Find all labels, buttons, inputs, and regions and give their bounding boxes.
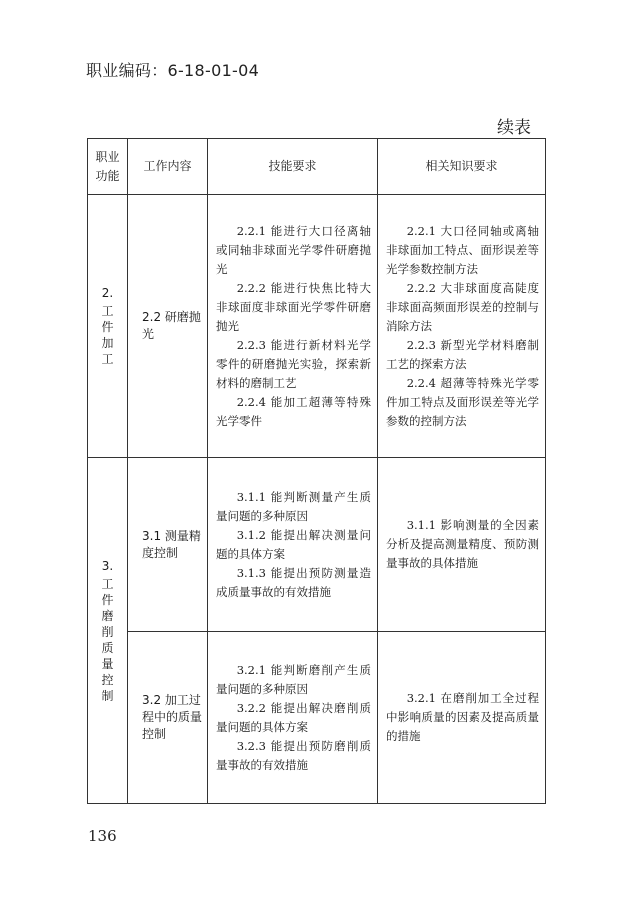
skills-cell	[208, 632, 378, 804]
knowledge-item: 3.1.1 影响测量的全因素分析及提高测量精度、预防测量事故的具体措施	[386, 518, 539, 570]
function-name: 工件磨削质量控制	[101, 576, 114, 703]
skill-item: 3.2.1 能判断磨削产生质量问题的多种原因	[216, 662, 371, 696]
knowledge-item: 2.2.4 超薄等特殊光学零件加工特点及面形误差等光学参数的控制方法	[386, 375, 539, 428]
header-knowledge: 相关知识要求	[378, 139, 546, 195]
skill-item: 2.2.2 能进行快焦比特大非球面度非球面光学零件研磨抛光	[216, 280, 371, 333]
knowledge-cell	[378, 195, 546, 458]
table-row	[88, 632, 546, 804]
occupation-code: 职业编码：6-18-01-04	[86, 61, 260, 80]
header-function	[88, 139, 128, 195]
header-skills: 技能要求	[208, 139, 378, 195]
function-number: 2.	[101, 286, 114, 300]
header-work-content: 工作内容	[128, 139, 208, 195]
skill-item: 2.2.1 能进行大口径离轴或同轴非球面光学零件研磨抛光	[216, 223, 371, 276]
work-content-cell: 3.1 测量精度控制	[128, 458, 208, 632]
function-name: 工件加工	[101, 304, 114, 366]
knowledge-item: 3.2.1 在磨削加工全过程中影响质量的因素及提高质量的措施	[386, 691, 539, 743]
header-function-label: 职业 功能	[95, 149, 120, 183]
table-row	[88, 195, 546, 458]
page-number: 136	[88, 827, 117, 845]
knowledge-cell	[378, 458, 546, 632]
skill-item: 3.1.1 能判断测量产生质量问题的多种原因	[216, 489, 371, 523]
work-content-cell: 2.2 研磨抛光	[128, 195, 208, 458]
skills-cell	[208, 458, 378, 632]
skills-table	[87, 138, 546, 804]
skill-item: 2.2.4 能加工超薄等特殊光学零件	[216, 394, 371, 428]
skill-item: 3.1.3 能提出预防测量造成质量事故的有效措施	[216, 565, 371, 599]
function-number: 3.	[101, 558, 114, 573]
knowledge-cell	[378, 632, 546, 804]
work-content-cell: 3.2 加工过程中的质量控制	[128, 632, 208, 804]
table-row	[88, 458, 546, 632]
skill-item: 3.2.2 能提出解决磨削质量问题的具体方案	[216, 700, 371, 734]
function-cell	[88, 458, 128, 804]
skill-item: 3.2.3 能提出预防磨削质量事故的有效措施	[216, 738, 371, 772]
table-header-row	[88, 139, 546, 195]
knowledge-item: 2.2.2 大非球面度高陡度非球面高频面形误差的控制与消除方法	[386, 280, 539, 333]
knowledge-item: 2.2.3 新型光学材料磨制工艺的探索方法	[386, 337, 539, 371]
continued-label: 续表	[497, 118, 531, 138]
skill-item: 3.1.2 能提出解决测量问题的具体方案	[216, 527, 371, 561]
function-cell	[88, 195, 128, 458]
skills-cell	[208, 195, 378, 458]
skill-item: 2.2.3 能进行新材料光学零件的研磨抛光实验，探索新材料的磨制工艺	[216, 337, 371, 390]
knowledge-item: 2.2.1 大口径同轴或离轴非球面加工特点、面形误差等光学参数控制方法	[386, 223, 539, 276]
